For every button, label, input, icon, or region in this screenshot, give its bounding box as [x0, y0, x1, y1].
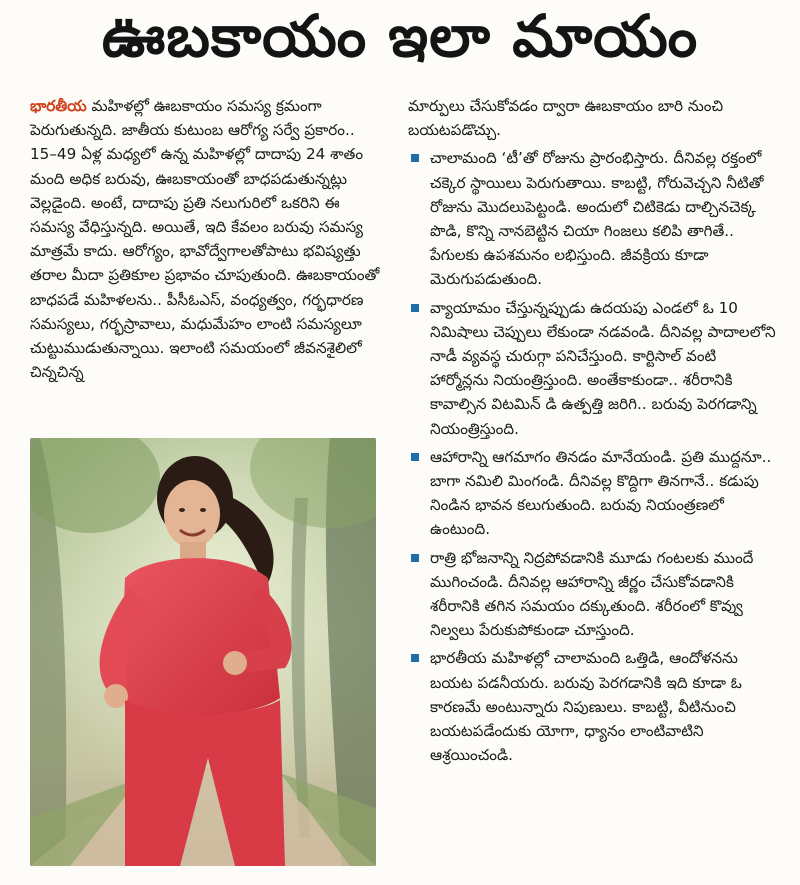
tip-item [408, 296, 776, 441]
intro-text: మహిళల్లో ఊబకాయం సమస్య క్రమంగా పెరుగుతున్నది. జాతీయ కుటుంబ ఆరోగ్య సర్వే ప్రకారం.. 15–49 ఏళ్ల మధ్యలో ఉన్న మహిళల్లో దాదాపు 24 శాతం మంది అధిక బరువు, ఊబకాయంతో బాధపడుతున్నట్లు వెల్లడైంది. అంటే, దాదాపు ప్రతి నలుగురిలో ఒకరిని ఈ సమస్య వేధిస్తున్నది. అయితే, ఇది కేవలం బరువు సమస్య మాత్రమే కాదు. ఆరోగ్యం, భావోద్వేగాలతోపాటు భవిష్యత్తు తరాల మీదా ప్రతికూల ప్రభావం చూపుతుంది. ఊబకాయంతో బాధపడే మహిళలను.. పీసీఓఎస్, వంధ్యత్వం, గర్భధారణ సమస్యలు, గర్భస్రావాలు, మధుమేహం లాంటి సమస్యలూ చుట్టుముడుతున్నాయి. ఇలాంటి సమయంలో జీవనశైలిలో చిన్నచిన్న [30, 97, 380, 382]
tips-list [408, 146, 776, 767]
lead-word: భారతీయ [30, 97, 87, 115]
tip-text: భారతీయ మహిళల్లో చాలామంది ఒత్తిడి, ఆందోళనను బయట పడనీయరు. బరువు పెరగడానికి ఇది కూడా ఓ కారణమే అంటున్నారు నిపుణులు. కాబట్టి, వీటినుంచి బయటపడేందుకు యోగా, ధ్యానం లాంటివాటిని ఆశ్రయించండి. [430, 649, 742, 765]
square-bullet-icon [411, 654, 419, 662]
intro-paragraph [30, 94, 382, 384]
tip-text: చాలామంది ‘టీ’తో రోజును ప్రారంభిస్తారు. దీనివల్ల రక్తంలో చక్కెర స్థాయిలు పెరుగుతాయి. కాబట్టి, గోరువెచ్చని నీటితో రోజును మొదలుపెట్టండి. అందులో చిటికెడు దాల్చినచెక్క పొడి, కొన్ని నానబెట్టిన చియా గింజలు కలిపి తాగితే.. పేగులకు ఉపశమనం లభిస్తుంది. జీవక్రియ కూడా మెరుగుపడుతుంది. [430, 149, 764, 289]
article-headline: ఊబకాయం ఇలా మాయం [101, 1, 699, 70]
woman-jogging-photo [30, 438, 376, 866]
tip-item [408, 146, 776, 291]
tip-item [408, 546, 776, 643]
tip-item [408, 445, 776, 542]
column-right [408, 94, 776, 771]
tip-text: వ్యాయామం చేస్తున్నప్పుడు ఉదయపు ఎండలో ఓ 10 నిమిషాలు చెప్పులు లేకుండా నడవండి. దీనివల్ల పాదాలలోని నాడీ వ్యవస్థ చురుగ్గా పనిచేస్తుంది. కార్టిసాల్ వంటి హార్మోన్లను నియంత్రిస్తుంది. అంతేకాకుండా.. శరీరానికి కావాల్సిన విటమిన్ డి ఉత్పత్తి జరిగి.. బరువు పెరగడాన్ని నియంత్రిస్తుంది. [430, 298, 776, 438]
tip-item [408, 646, 776, 767]
square-bullet-icon [411, 453, 419, 461]
square-bullet-icon [411, 154, 419, 162]
square-bullet-icon [411, 304, 419, 312]
column-left [30, 94, 382, 384]
intro-continued: మార్పులు చేసుకోవడం ద్వారా ఊబకాయం బారి నుంచి బయటపడొచ్చు. [408, 97, 724, 140]
tip-text: ఆహారాన్ని ఆగమాగం తినడం మానేయండి. ప్రతి ముద్దనూ.. బాగా నమిలి మింగండి. దీనివల్ల కొద్దిగా తినగానే.. కడుపు నిండిన భావన కలుగుతుంది. బరువు నియంత్రణలో ఉంటుంది. [430, 447, 772, 539]
tip-text: రాత్రి భోజనాన్ని నిద్రపోవడానికి మూడు గంటలకు ముందే ముగించండి. దీనివల్ల ఆహారాన్ని జీర్ణం చేసుకోవడానికి శరీరానికి తగిన సమయం దక్కుతుంది. శరీరంలో కొవ్వు నిల్వలు పేరుకుపోకుండా చూస్తుంది. [430, 548, 754, 640]
square-bullet-icon [411, 554, 419, 562]
